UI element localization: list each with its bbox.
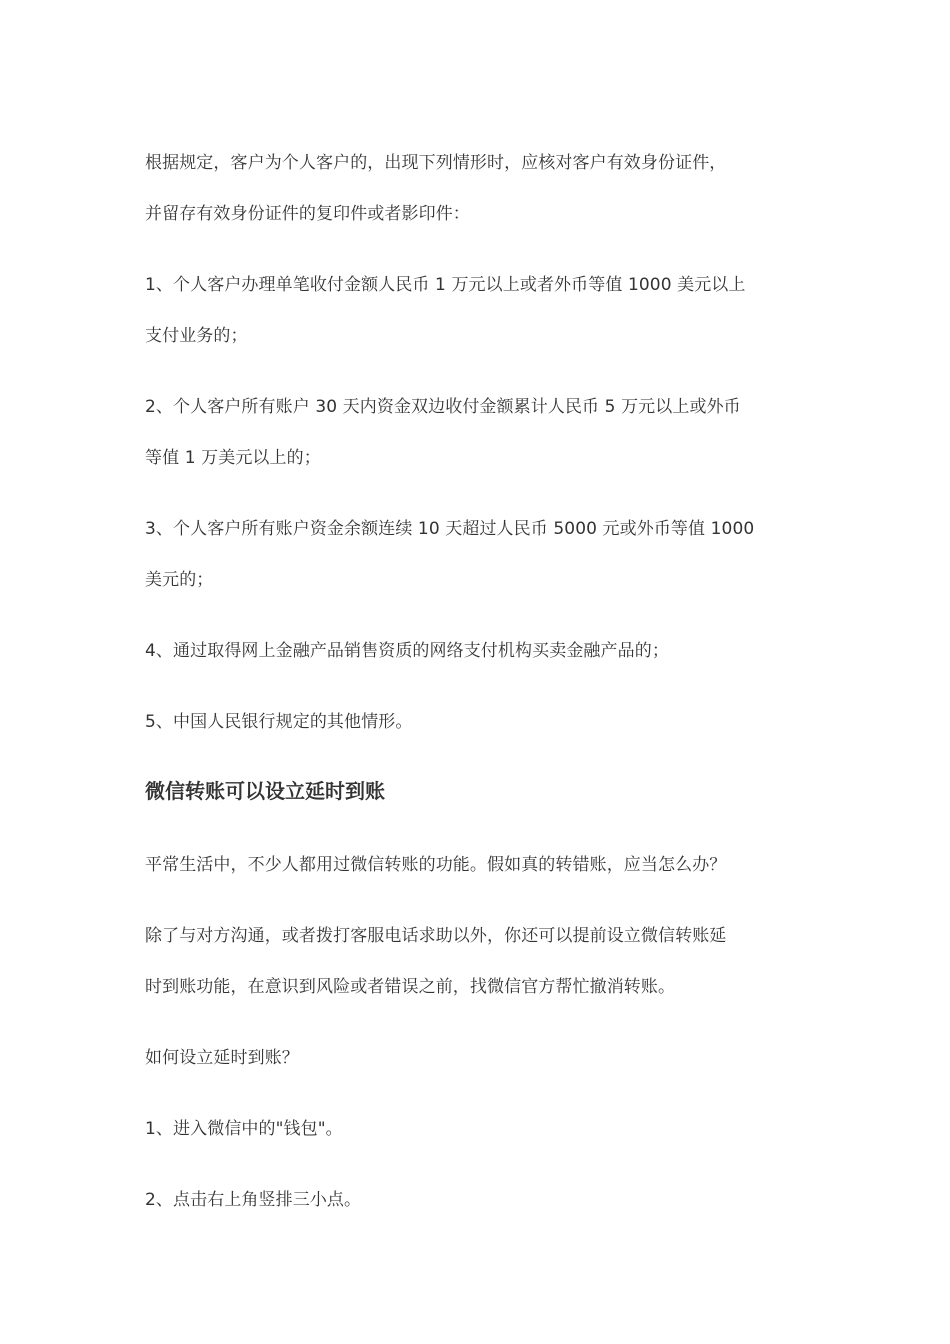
intro-line-1: 根据规定，客户为个人客户的，出现下列情形时，应核对客户有效身份证件， (145, 153, 727, 173)
section-heading: 微信转账可以设立延时到账 (145, 779, 385, 803)
step-2: 2、点击右上角竖排三小点。 (145, 1190, 362, 1210)
rule-1-line-2: 支付业务的； (145, 326, 248, 346)
rule-2-line-2: 等值 1 万美元以上的； (145, 448, 321, 468)
intro-line-2: 并留存有效身份证件的复印件或者影印件： (145, 204, 470, 224)
rule-4: 4、通过取得网上金融产品销售资质的网络支付机构买卖金融产品的； (145, 641, 669, 661)
question: 如何设立延时到账？ (145, 1048, 299, 1068)
rule-3-line-2: 美元的； (145, 570, 214, 590)
paragraph-2-line-2: 时到账功能，在意识到风险或者错误之前，找微信官方帮忙撤消转账。 (145, 977, 676, 997)
paragraph-1: 平常生活中，不少人都用过微信转账的功能。假如真的转错账，应当怎么办？ (145, 855, 727, 875)
rule-2-line-1: 2、个人客户所有账户 30 天内资金双边收付金额累计人民币 5 万元以上或外币 (145, 397, 741, 417)
step-1: 1、进入微信中的"钱包"。 (145, 1119, 343, 1139)
rule-5: 5、中国人民银行规定的其他情形。 (145, 712, 413, 732)
paragraph-2-line-1: 除了与对方沟通，或者拨打客服电话求助以外，你还可以提前设立微信转账延 (145, 926, 727, 946)
rule-1-line-1: 1、个人客户办理单笔收付金额人民币 1 万元以上或者外币等值 1000 美元以上 (145, 275, 746, 295)
rule-3-line-1: 3、个人客户所有账户资金余额连续 10 天超过人民币 5000 元或外币等值 1000 (145, 519, 755, 539)
